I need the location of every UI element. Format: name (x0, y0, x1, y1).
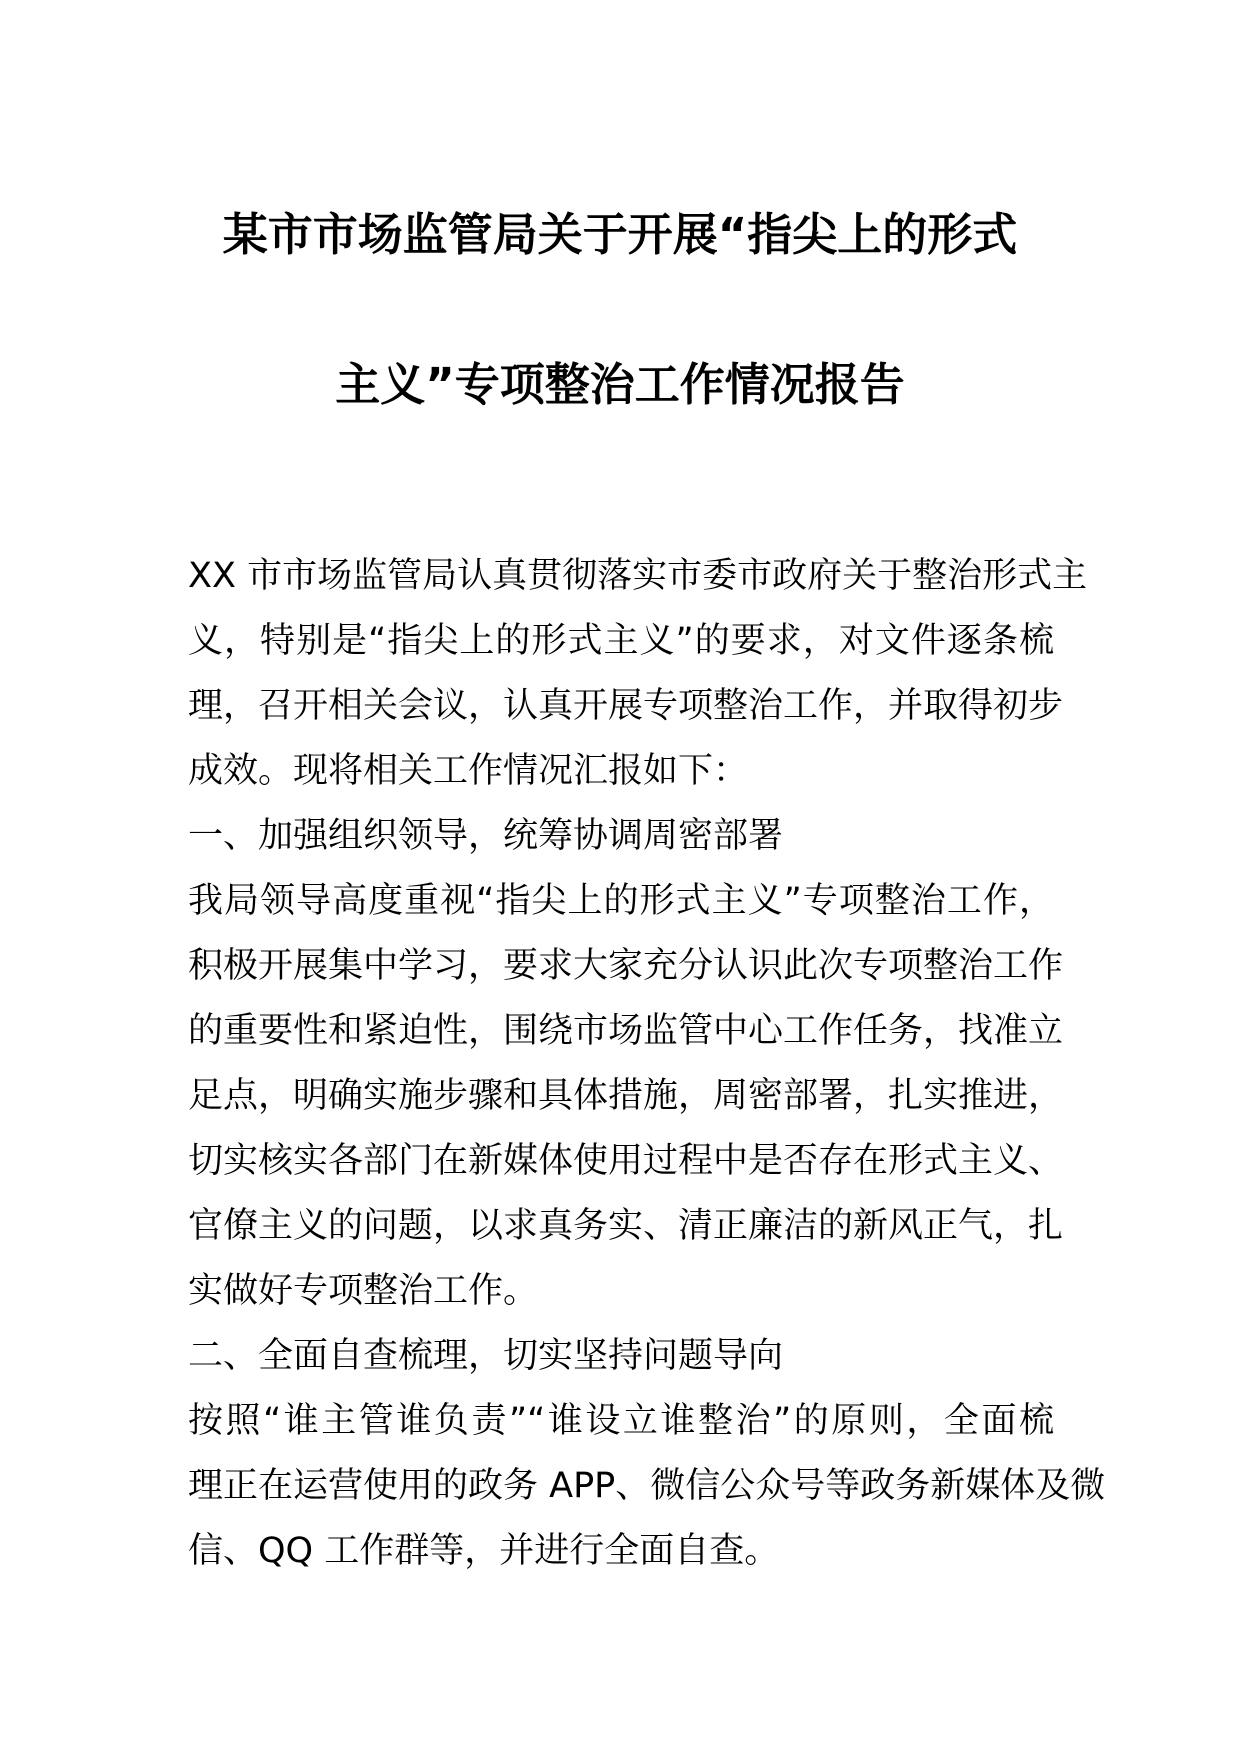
section-heading-1: 一、加强组织领导，统筹协调周密部署 (188, 816, 784, 856)
body-line-11: 官僚主义的问题，以求真务实、清正廉洁的新风正气，扎 (188, 1206, 1064, 1246)
body-line-4: 成效。现将相关工作情况汇报如下： (188, 751, 749, 791)
body-line-12: 实做好专项整治工作。 (188, 1271, 539, 1311)
body-line-10: 切实核实各部门在新媒体使用过程中是否存在形式主义、 (188, 1141, 1064, 1181)
body-line-16: 信、QQ 工作群等，并进行全面自查。 (188, 1531, 780, 1571)
body-line-15: 理正在运营使用的政务 APP、微信公众号等政务新媒体及微 (188, 1466, 1106, 1506)
body-line-2: 义，特别是“指尖上的形式主义”的要求，对文件逐条梳 (188, 621, 1054, 661)
body-line-9: 足点，明确实施步骤和具体措施，周密部署，扎实推进， (188, 1076, 1064, 1116)
body-line-14: 按照“谁主管谁负责”“谁设立谁整治”的原则，全面梳 (188, 1401, 1054, 1441)
section-heading-2: 二、全面自查梳理，切实坚持问题导向 (188, 1336, 784, 1376)
body-line-6: 我局领导高度重视“指尖上的形式主义”专项整治工作， (188, 881, 1054, 921)
body-line-1: XX 市市场监管局认真贯彻落实市委市政府关于整治形式主 (188, 556, 1088, 596)
body-line-3: 理，召开相关会议，认真开展专项整治工作，并取得初步 (188, 686, 1064, 726)
body-line-8: 的重要性和紧迫性，围绕市场监管中心工作任务，找准立 (188, 1011, 1064, 1051)
document-title-line-1: 某市市场监管局关于开展“指尖上的形式 (222, 208, 1018, 261)
document-title-line-2: 主义”专项整治工作情况报告 (335, 358, 905, 411)
document-body (188, 544, 1106, 1584)
body-line-7: 积极开展集中学习，要求大家充分认识此次专项整治工作 (188, 946, 1064, 986)
